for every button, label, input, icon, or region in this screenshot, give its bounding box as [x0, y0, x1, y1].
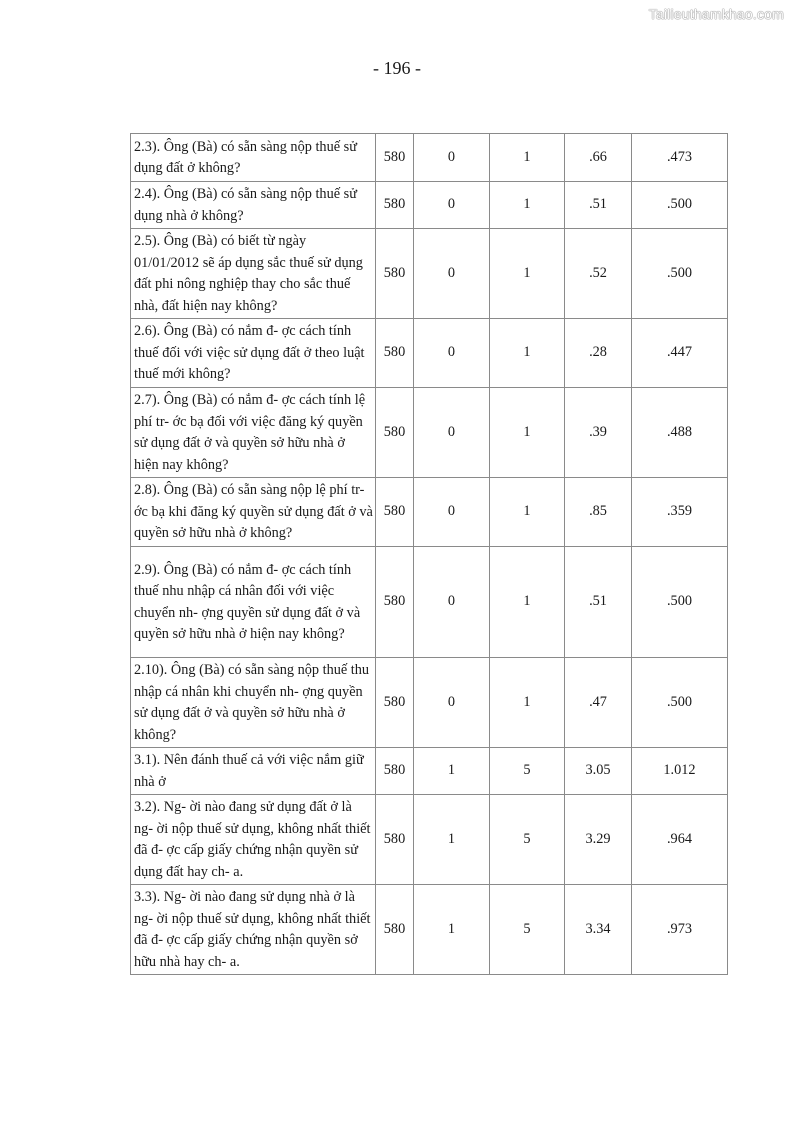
watermark: Tailieuthamkhao.com [648, 6, 784, 22]
page-number: - 196 - [373, 58, 421, 78]
table-row [131, 748, 728, 795]
question-cell: 2.3). Ông (Bà) có sẵn sàng nộp thuế sử dụng đất ở không? [131, 134, 376, 182]
std-deviation-cell: .973 [632, 885, 728, 975]
mean-cell: .52 [565, 229, 632, 319]
std-deviation-cell: .359 [632, 478, 728, 547]
min-cell: 0 [414, 319, 490, 388]
question-cell: 2.5). Ông (Bà) có biết từ ngày 01/01/2012 sẽ áp dụng sắc thuế sử dụng đất phi nông nghiệp thay cho sắc thuế nhà, đất hiện nay không? [131, 229, 376, 319]
question-cell: 2.4). Ông (Bà) có sẵn sàng nộp thuế sử dụng nhà ở không? [131, 182, 376, 229]
max-cell: 5 [490, 748, 565, 795]
max-cell: 5 [490, 795, 565, 885]
n-cell: 580 [376, 134, 414, 182]
max-cell: 1 [490, 182, 565, 229]
question-cell: 2.7). Ông (Bà) có nắm đ- ợc cách tính lệ phí tr- ớc bạ đối với việc đăng ký quyền sử dụng đất ở và quyền sở hữu nhà ở hiện nay không? [131, 388, 376, 478]
n-cell: 580 [376, 885, 414, 975]
std-deviation-cell: .488 [632, 388, 728, 478]
mean-cell: .28 [565, 319, 632, 388]
std-deviation-cell: .473 [632, 134, 728, 182]
min-cell: 1 [414, 748, 490, 795]
std-deviation-cell: .447 [632, 319, 728, 388]
table-row [131, 795, 728, 885]
min-cell: 0 [414, 182, 490, 229]
question-cell: 2.6). Ông (Bà) có nắm đ- ợc cách tính thuế đối với việc sử dụng đất ở theo luật thuế mới không? [131, 319, 376, 388]
table-row [131, 658, 728, 748]
table-row [131, 319, 728, 388]
question-cell: 3.2). Ng- ời nào đang sử dụng đất ở là ng- ời nộp thuế sử dụng, không nhất thiết đã đ- ợc cấp giấy chứng nhận quyền sử dụng đất hay ch- a. [131, 795, 376, 885]
min-cell: 1 [414, 795, 490, 885]
max-cell: 1 [490, 388, 565, 478]
n-cell: 580 [376, 547, 414, 658]
n-cell: 580 [376, 658, 414, 748]
min-cell: 0 [414, 478, 490, 547]
n-cell: 580 [376, 182, 414, 229]
min-cell: 0 [414, 547, 490, 658]
mean-cell: .39 [565, 388, 632, 478]
mean-cell: .85 [565, 478, 632, 547]
std-deviation-cell: .500 [632, 658, 728, 748]
question-cell: 2.8). Ông (Bà) có sẵn sàng nộp lệ phí tr- ớc bạ khi đăng ký quyền sử dụng đất ở và quyền sở hữu nhà ở không? [131, 478, 376, 547]
question-cell: 2.10). Ông (Bà) có sẵn sàng nộp thuế thu nhập cá nhân khi chuyển nh- ợng quyền sử dụng đất ở và quyền sở hữu nhà ở không? [131, 658, 376, 748]
max-cell: 1 [490, 547, 565, 658]
question-cell: 3.3). Ng- ời nào đang sử dụng nhà ở là ng- ời nộp thuế sử dụng, không nhất thiết đã đ- ợc cấp giấy chứng nhận quyền sở hữu nhà hay ch- a. [131, 885, 376, 975]
mean-cell: .51 [565, 547, 632, 658]
max-cell: 1 [490, 478, 565, 547]
table-row [131, 478, 728, 547]
std-deviation-cell: .500 [632, 182, 728, 229]
std-deviation-cell: .500 [632, 229, 728, 319]
max-cell: 1 [490, 319, 565, 388]
n-cell: 580 [376, 229, 414, 319]
min-cell: 0 [414, 388, 490, 478]
question-cell: 3.1). Nên đánh thuế cả với việc nắm giữ nhà ở [131, 748, 376, 795]
max-cell: 1 [490, 658, 565, 748]
n-cell: 580 [376, 795, 414, 885]
table-row [131, 885, 728, 975]
min-cell: 0 [414, 229, 490, 319]
std-deviation-cell: 1.012 [632, 748, 728, 795]
n-cell: 580 [376, 748, 414, 795]
n-cell: 580 [376, 388, 414, 478]
table-row [131, 229, 728, 319]
n-cell: 580 [376, 478, 414, 547]
table-row [131, 388, 728, 478]
min-cell: 1 [414, 885, 490, 975]
table-row [131, 182, 728, 229]
question-cell: 2.9). Ông (Bà) có nắm đ- ợc cách tính thuế nhu nhập cá nhân đối với việc chuyển nh- ợng quyền sử dụng đất ở và quyền sở hữu nhà ở hiện nay không? [131, 547, 376, 658]
std-deviation-cell: .500 [632, 547, 728, 658]
max-cell: 5 [490, 885, 565, 975]
mean-cell: 3.34 [565, 885, 632, 975]
min-cell: 0 [414, 658, 490, 748]
n-cell: 580 [376, 319, 414, 388]
statistics-table [130, 133, 728, 975]
mean-cell: 3.05 [565, 748, 632, 795]
max-cell: 1 [490, 134, 565, 182]
mean-cell: .47 [565, 658, 632, 748]
table-row [131, 134, 728, 182]
min-cell: 0 [414, 134, 490, 182]
mean-cell: .51 [565, 182, 632, 229]
max-cell: 1 [490, 229, 565, 319]
mean-cell: .66 [565, 134, 632, 182]
table-row [131, 547, 728, 658]
mean-cell: 3.29 [565, 795, 632, 885]
std-deviation-cell: .964 [632, 795, 728, 885]
